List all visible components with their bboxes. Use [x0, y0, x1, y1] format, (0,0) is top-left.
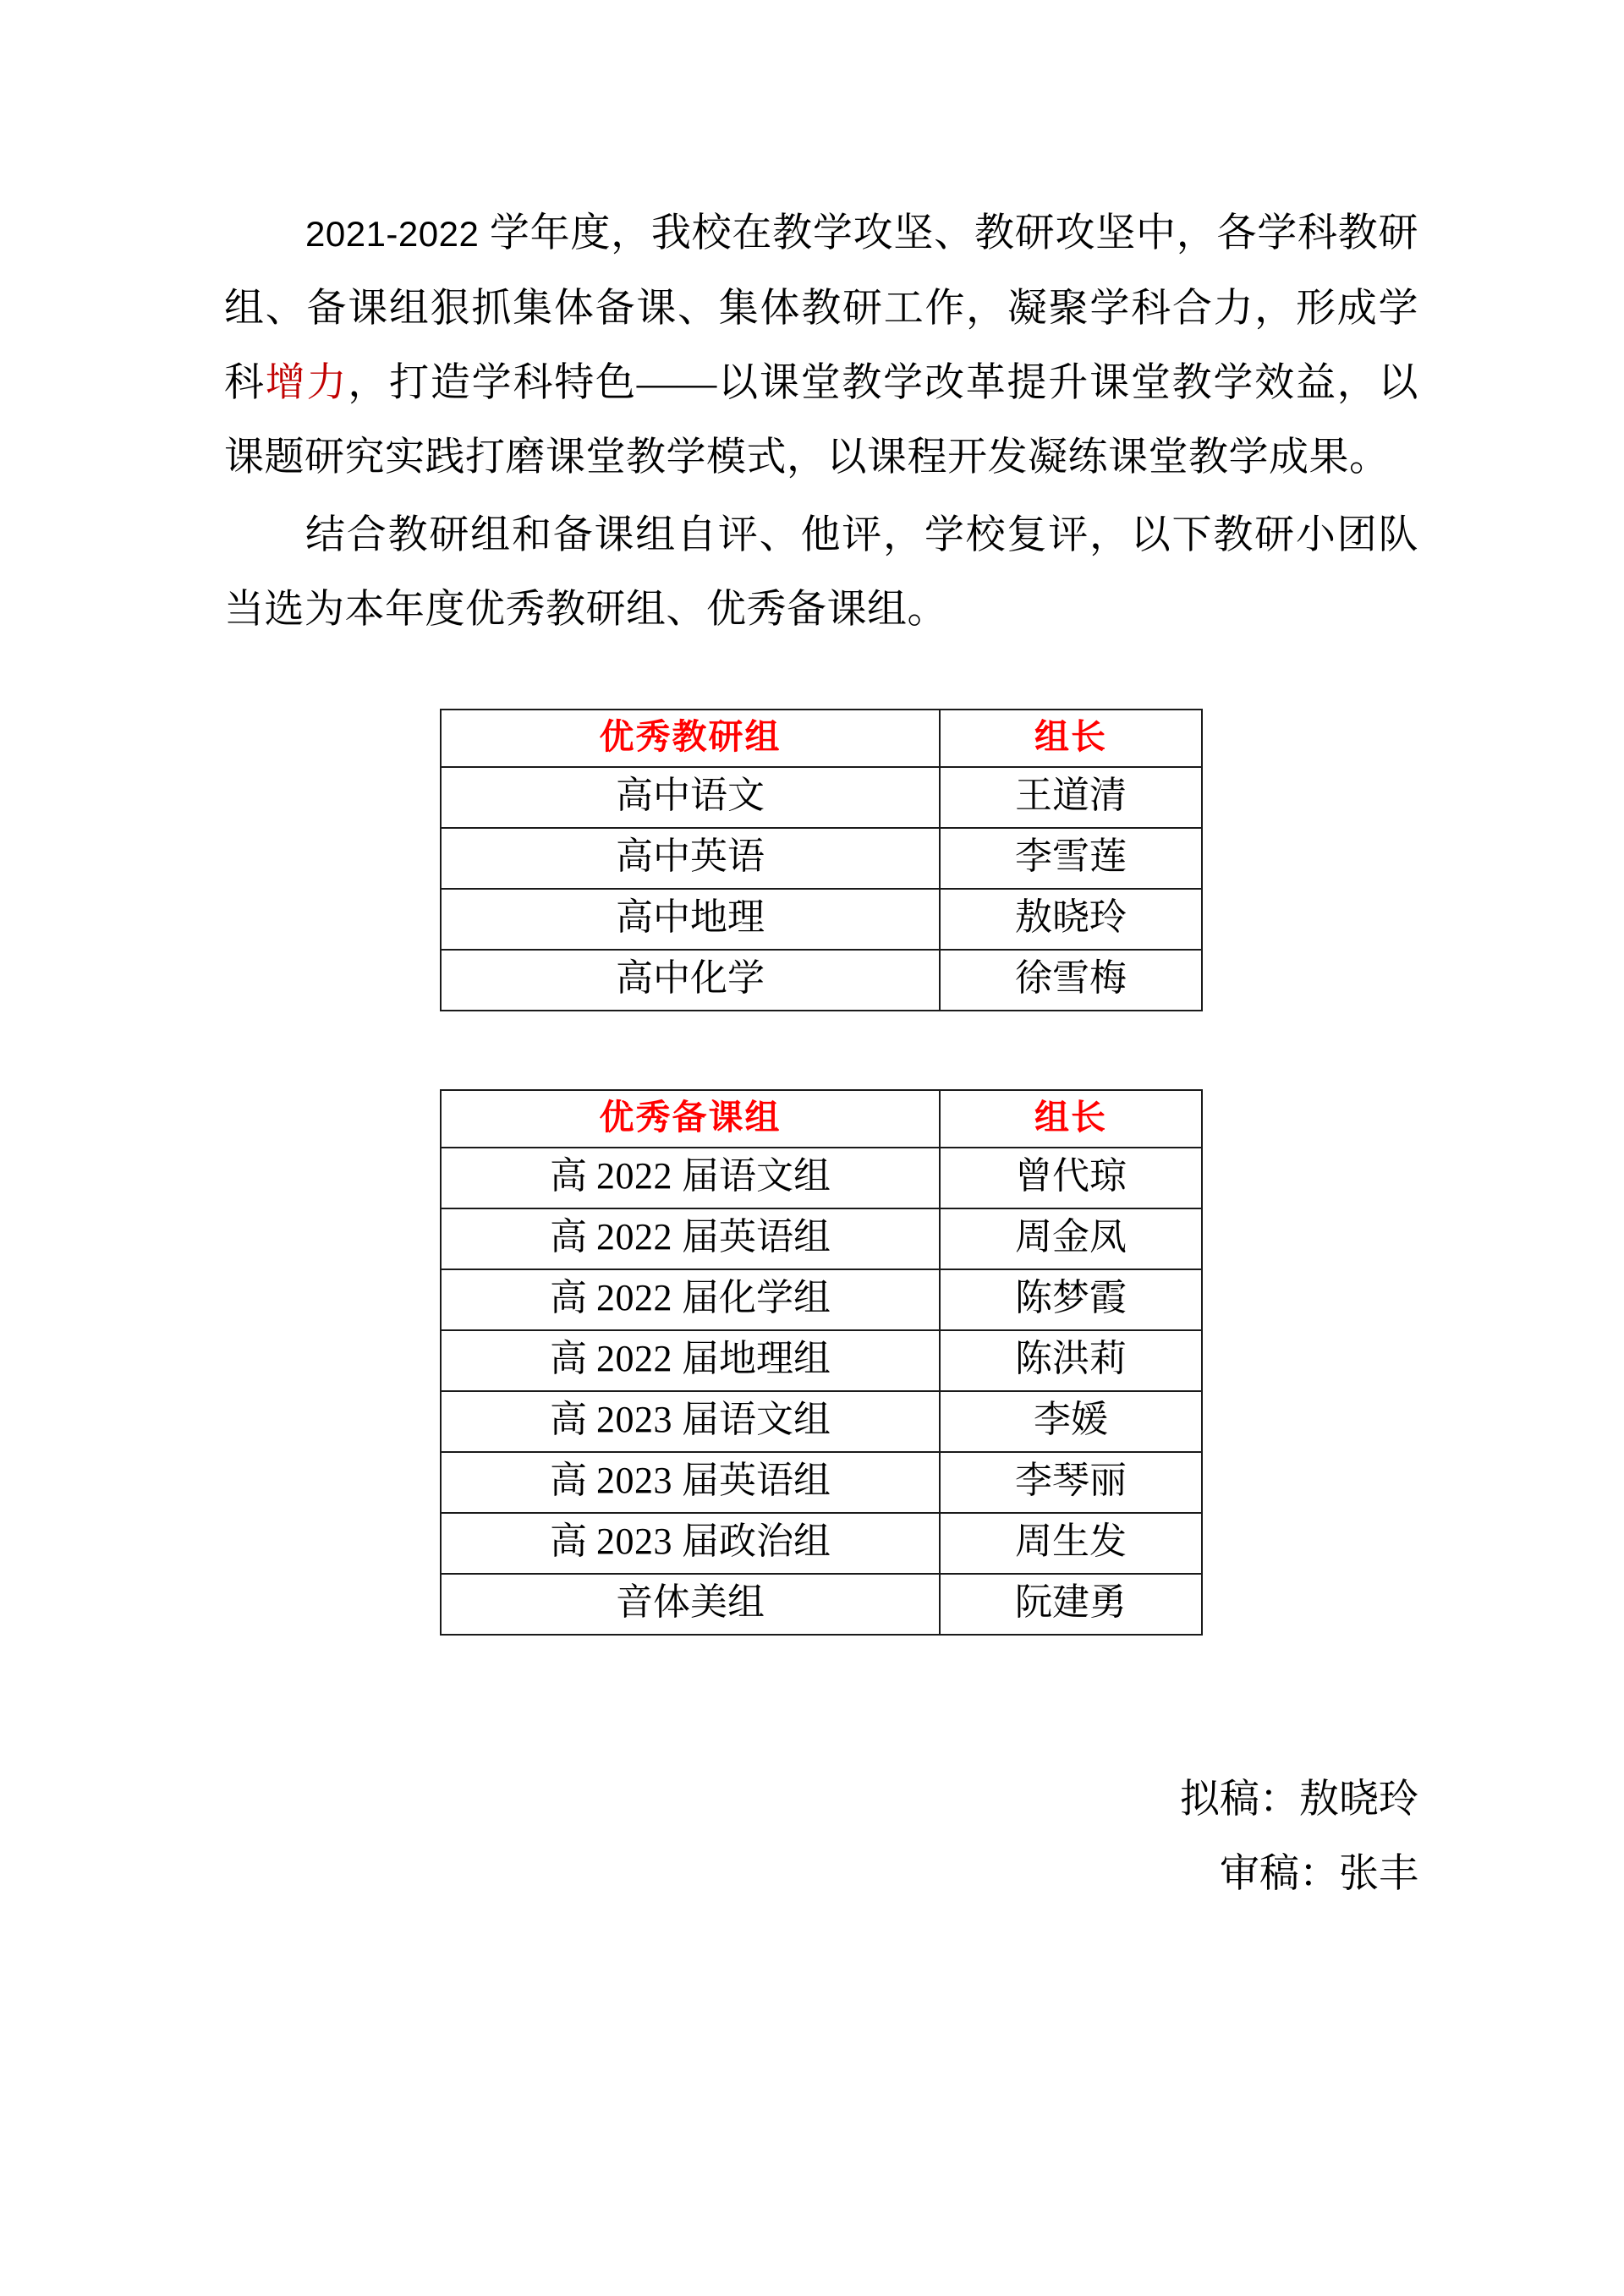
research-group-header-cell-1: 组长 [940, 710, 1202, 767]
body-text-column [224, 196, 1418, 647]
research-groups-table-wrap [440, 709, 1184, 1011]
table-row [441, 1148, 1202, 1208]
research-groups-table [440, 709, 1203, 1011]
lesson-prep-groups-table-wrap [440, 1089, 1184, 1636]
table-row [441, 1269, 1202, 1330]
research-group-group-cell: 高中语文 [441, 767, 940, 828]
research-group-leader-cell: 徐雪梅 [940, 950, 1202, 1011]
lesson-prep-group-leader-cell: 阮建勇 [940, 1574, 1202, 1635]
table-row [441, 828, 1202, 889]
lesson-prep-group-leader-cell: 陈梦霞 [940, 1269, 1202, 1330]
lesson-prep-group-leader-cell: 曾代琼 [940, 1148, 1202, 1208]
lesson-prep-group-group-cell: 高 2023 届语文组 [441, 1391, 940, 1452]
research-group-header-cell-0: 优秀教研组 [441, 710, 940, 767]
lesson-prep-groups-table [440, 1089, 1203, 1636]
lesson-prep-group-group-cell: 高 2022 届化学组 [441, 1269, 940, 1330]
year-number: 2023 [596, 1460, 672, 1501]
year-number: 2022 [596, 1338, 672, 1379]
table-row [441, 950, 1202, 1011]
lesson-prep-group-group-cell: 高 2023 届英语组 [441, 1452, 940, 1513]
table-row [441, 1513, 1202, 1574]
year-number: 2023 [596, 1399, 672, 1440]
research-group-group-cell: 高中英语 [441, 828, 940, 889]
year-number: 2022 [596, 1155, 672, 1197]
lesson-prep-group-leader-cell: 李媛 [940, 1391, 1202, 1452]
table-row [441, 1330, 1202, 1391]
table-row [441, 767, 1202, 828]
text-run-2: 增力 [265, 361, 348, 405]
lesson-prep-group-header-row [441, 1090, 1202, 1148]
year-number: 2022 [596, 1277, 672, 1318]
research-group-leader-cell: 王道清 [940, 767, 1202, 828]
text-run-1: 学年度，我校在教学攻坚、教研攻坚中，各学科教研组、备课组狠抓集体备课、集体教研工作，凝聚学科合力，形成学科 [224, 211, 1418, 405]
research-group-leader-cell: 李雪莲 [940, 828, 1202, 889]
paragraph-intro [224, 196, 1418, 495]
lesson-prep-group-leader-cell: 李琴丽 [940, 1452, 1202, 1513]
lesson-prep-group-group-cell: 高 2023 届政治组 [441, 1513, 940, 1574]
lesson-prep-group-header-cell-1: 组长 [940, 1090, 1202, 1148]
research-group-leader-cell: 敖晓玲 [940, 889, 1202, 950]
lesson-prep-group-group-cell: 音体美组 [441, 1574, 940, 1635]
lesson-prep-group-leader-cell: 周生发 [940, 1513, 1202, 1574]
text-run-0: 结合教研组和备课组自评、他评，学校复评，以下教研小团队当选为本年度优秀教研组、优秀备课组。 [224, 513, 1418, 632]
signature-reviewer: 审稿：张丰 [1220, 1852, 1418, 1896]
research-group-group-cell: 高中地理 [441, 889, 940, 950]
table-row [441, 1574, 1202, 1635]
year-number: 2022 [596, 1216, 672, 1258]
year-number: 2023 [596, 1521, 672, 1562]
signature-drafter: 拟稿：敖晓玲 [1180, 1778, 1418, 1822]
table-row [441, 1391, 1202, 1452]
paragraph-selection [224, 498, 1418, 647]
lesson-prep-group-group-cell: 高 2022 届英语组 [441, 1208, 940, 1269]
lesson-prep-group-group-cell: 高 2022 届语文组 [441, 1148, 940, 1208]
lesson-prep-group-leader-cell: 周金凤 [940, 1208, 1202, 1269]
table-row [441, 1452, 1202, 1513]
signature-block [224, 1762, 1418, 1911]
text-run-0: 2021-2022 [305, 214, 480, 254]
table-row [441, 1208, 1202, 1269]
research-group-header-row [441, 710, 1202, 767]
text-run-3: ，打造学科特色——以课堂教学改革提升课堂教学效益，以课题研究实践打磨课堂教学模式，以课程开发凝练课堂教学成果。 [224, 361, 1419, 479]
lesson-prep-group-group-cell: 高 2022 届地理组 [441, 1330, 940, 1391]
research-group-group-cell: 高中化学 [441, 950, 940, 1011]
table-row [441, 889, 1202, 950]
lesson-prep-group-header-cell-0: 优秀备课组 [441, 1090, 940, 1148]
lesson-prep-group-leader-cell: 陈洪莉 [940, 1330, 1202, 1391]
